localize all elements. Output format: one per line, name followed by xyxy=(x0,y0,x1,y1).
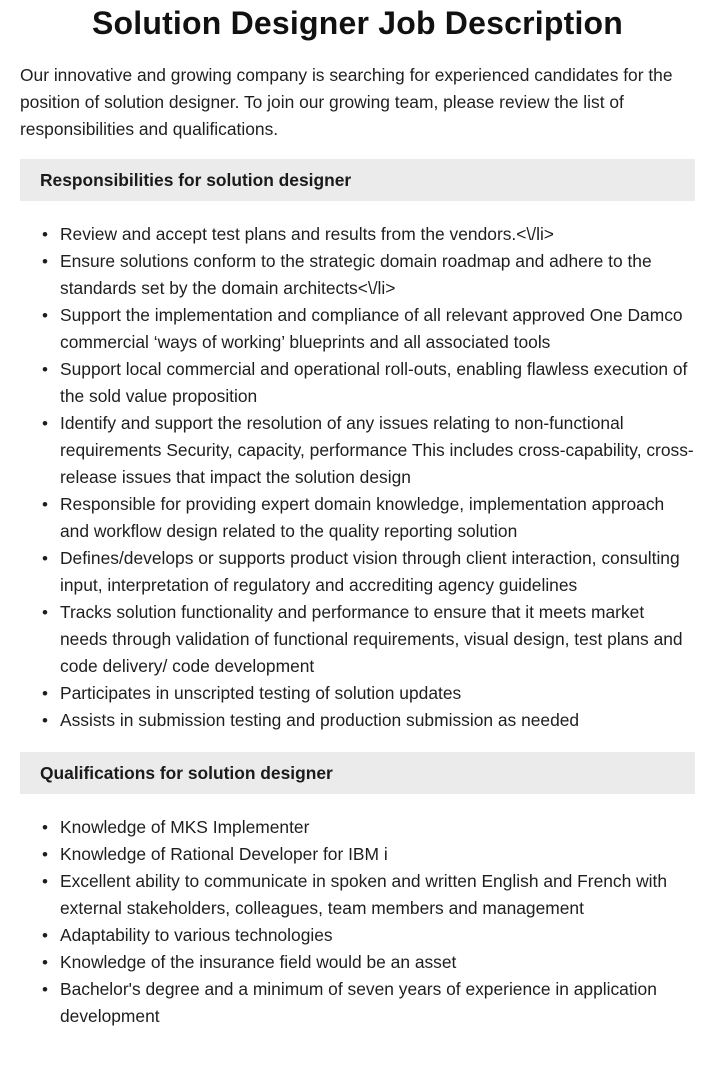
bullet-icon: • xyxy=(42,360,48,379)
list-item-text: Adaptability to various technologies xyxy=(60,925,333,945)
bullet-icon: • xyxy=(42,306,48,325)
bullet-icon: • xyxy=(42,845,48,864)
list-item-text: Assists in submission testing and production submission as needed xyxy=(60,710,580,730)
list-item-text: Knowledge of MKS Implementer xyxy=(60,817,310,837)
list-item xyxy=(42,599,695,680)
list-item xyxy=(42,814,695,841)
qualifications-heading: Qualifications for solution designer xyxy=(20,752,695,794)
bullet-icon: • xyxy=(42,495,48,514)
bullet-icon: • xyxy=(42,980,48,999)
list-item-text: Support the implementation and compliance of all relevant approved One Damco commercial ‘ways of working’ blueprints and all associated tools xyxy=(60,305,683,352)
bullet-icon: • xyxy=(42,711,48,730)
responsibilities-list xyxy=(20,221,695,734)
list-item xyxy=(42,356,695,410)
bullet-icon: • xyxy=(42,603,48,622)
list-item xyxy=(42,302,695,356)
responsibilities-heading: Responsibilities for solution designer xyxy=(20,159,695,201)
list-item xyxy=(42,841,695,868)
list-item xyxy=(42,922,695,949)
bullet-icon: • xyxy=(42,549,48,568)
list-item-text: Excellent ability to communicate in spoken and written English and French with external stakeholders, colleagues, team members and management xyxy=(60,871,668,918)
list-item-text: Knowledge of the insurance field would be an asset xyxy=(60,952,457,972)
list-item-text: Identify and support the resolution of any issues relating to non-functional requirements Security, capacity, performance This includes cross-capability, cross-release issues that impact the solution design xyxy=(60,413,694,487)
list-item-text: Defines/develops or supports product vision through client interaction, consulting input, interpretation of regulatory and accrediting agency guidelines xyxy=(60,548,680,595)
list-item xyxy=(42,949,695,976)
list-item-text: Review and accept test plans and results from the vendors.<\/li> xyxy=(60,224,554,244)
list-item xyxy=(42,248,695,302)
list-item xyxy=(42,545,695,599)
bullet-icon: • xyxy=(42,953,48,972)
list-item-text: Support local commercial and operational roll-outs, enabling flawless execution of the sold value proposition xyxy=(60,359,688,406)
bullet-icon: • xyxy=(42,252,48,271)
list-item xyxy=(42,221,695,248)
list-item-text: Ensure solutions conform to the strategic domain roadmap and adhere to the standards set by the domain architects<\/li> xyxy=(60,251,652,298)
bullet-icon: • xyxy=(42,926,48,945)
list-item-text: Participates in unscripted testing of solution updates xyxy=(60,683,462,703)
bullet-icon: • xyxy=(42,818,48,837)
list-item-text: Responsible for providing expert domain knowledge, implementation approach and workflow design related to the quality reporting solution xyxy=(60,494,665,541)
list-item xyxy=(42,707,695,734)
list-item-text: Knowledge of Rational Developer for IBM i xyxy=(60,844,388,864)
list-item-text: Bachelor's degree and a minimum of seven years of experience in application development xyxy=(60,979,657,1026)
list-item xyxy=(42,976,695,1030)
page-title: Solution Designer Job Description xyxy=(91,5,624,41)
list-item xyxy=(42,680,695,707)
list-item-text: Tracks solution functionality and performance to ensure that it meets market needs through validation of functional requirements, visual design, test plans and code delivery/ code development xyxy=(60,602,683,676)
bullet-icon: • xyxy=(42,872,48,891)
bullet-icon: • xyxy=(42,414,48,433)
list-item xyxy=(42,410,695,491)
list-item xyxy=(42,491,695,545)
intro-paragraph: Our innovative and growing company is searching for experienced candidates for the position of solution designer. To join our growing team, please review the list of responsibilities and qualifications. xyxy=(20,65,673,139)
bullet-icon: • xyxy=(42,684,48,703)
list-item xyxy=(42,868,695,922)
qualifications-list xyxy=(20,814,695,1030)
bullet-icon: • xyxy=(42,225,48,244)
